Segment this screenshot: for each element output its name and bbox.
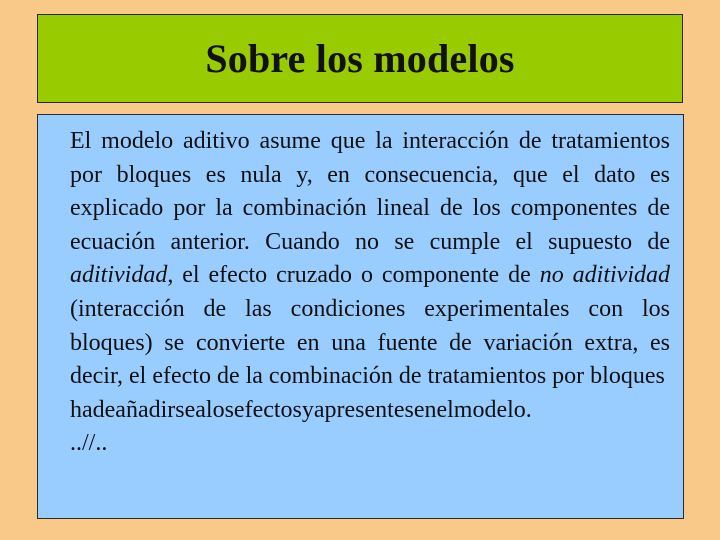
body-paragraph [70,125,670,461]
paragraph-text-4: hadeañadirsealosefectosyapresentesenelmodelo. [70,396,532,423]
continuation-marker: ..//.. [70,430,108,457]
emphasis-no-aditividad: no aditividad [539,262,670,289]
content-panel [37,114,684,519]
paragraph-text-2: , el efecto cruzado o componente de [167,262,540,289]
emphasis-aditividad: aditividad [70,262,168,289]
title-banner [37,14,683,103]
paragraph-text-1: El modelo aditivo asume que la interacción de tratamientos por bloques es nula y, en consecuencia, que el dato es explicado por la combinación lineal de los componentes de ecuación anterior. Cuando no se cumple el supuesto de [70,128,670,255]
slide-title: Sobre los modelos [205,36,515,81]
paragraph-text-3: (interacción de las condiciones experimentales con los bloques) se convierte en una fuente de variación extra, es decir, el efecto de la combinación de tratamientos por bloques [70,295,670,390]
